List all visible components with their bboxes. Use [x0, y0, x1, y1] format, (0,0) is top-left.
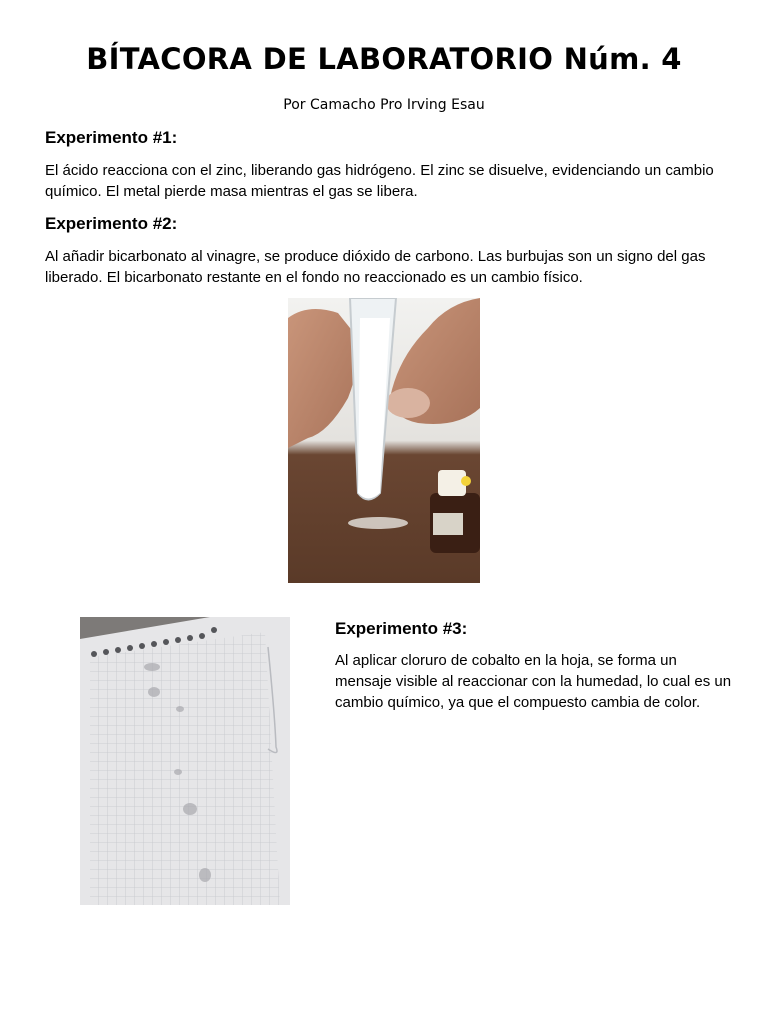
author-line: Por Camacho Pro Irving Esau: [283, 97, 485, 113]
experiment-1-text: El ácido reacciona con el zinc, liberando gas hidrógeno. El zinc se disuelve, evidenciando un cambio químico. El metal pierde masa mientras el gas se libera.: [45, 162, 714, 200]
experiment-1-heading: Experimento #1:: [45, 128, 178, 147]
test-tube-photo: [288, 298, 480, 583]
page-title: BÍTACORA DE LABORATORIO Núm. 4: [86, 42, 682, 76]
experiment-2-text: Al añadir bicarbonato al vinagre, se produce dióxido de carbono. Las burbujas son un signo del gas liberado. El bicarbonato restante en el fondo no reaccionado es un cambio físico.: [45, 248, 706, 286]
experiment-3-text: Al aplicar cloruro de cobalto en la hoja, se forma un mensaje visible al reaccionar con la humedad, lo cual es un cambio químico, ya que el compuesto cambia de color.: [335, 652, 732, 711]
experiment-2-heading: Experimento #2:: [45, 214, 178, 233]
experiment-3-heading: Experimento #3:: [335, 619, 468, 638]
grid-paper-photo: [80, 617, 290, 905]
